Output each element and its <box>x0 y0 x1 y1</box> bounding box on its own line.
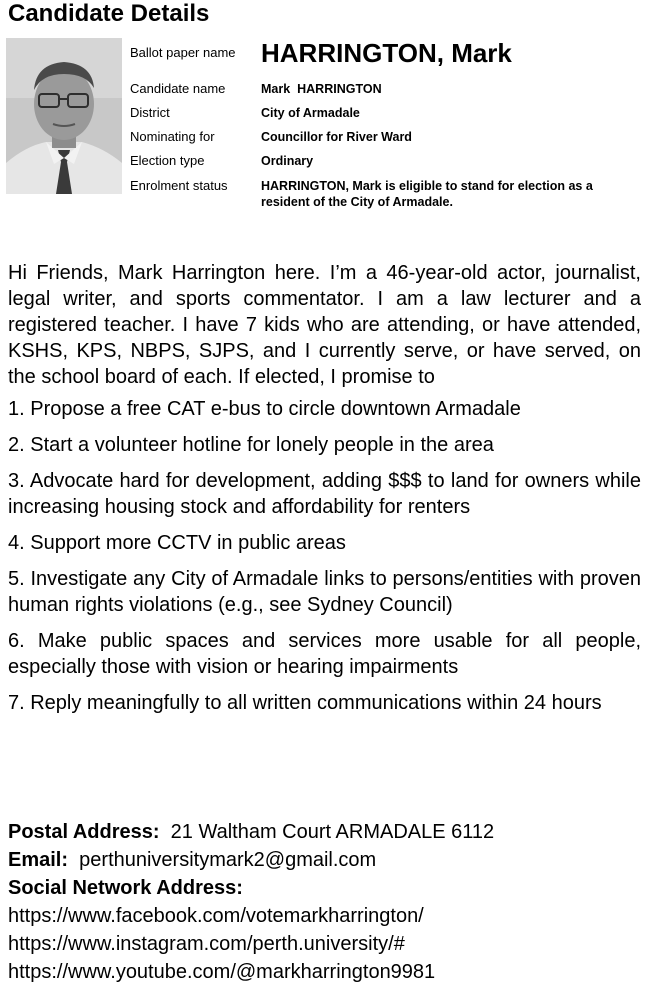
promise-item: 1. Propose a free CAT e-bus to circle downtown Armadale <box>8 398 521 420</box>
social-network-label: Social Network Address: <box>8 877 243 899</box>
contact-section <box>8 818 641 986</box>
promise-item: 3. Advocate hard for development, adding $$$ to land for owners while increasing housing stock and affordability for renters <box>8 470 641 518</box>
election-type-value: Ordinary <box>261 154 314 168</box>
postal-address-line <box>8 818 641 846</box>
email-line <box>8 846 641 874</box>
promise-item: 2. Start a volunteer hotline for lonely people in the area <box>8 434 494 456</box>
promise-item: 7. Reply meaningfully to all written communications within 24 hours <box>8 692 602 714</box>
ballot-paper-name: HARRINGTON, Mark <box>261 38 512 68</box>
detail-label: Nominating for <box>130 129 215 144</box>
promise-item: 6. Make public spaces and services more usable for all people, especially those with vision or hearing impairments <box>8 630 641 678</box>
candidate-portrait-image <box>6 38 122 194</box>
promise-list <box>8 396 641 716</box>
candidate-photo <box>6 38 122 194</box>
statement-intro: Hi Friends, Mark Harrington here. I’m a 46-year-old actor, journalist, legal writer, and sports commentator. I am a law lecturer and a registered teacher. I have 7 kids who are attending, or have attended, KSHS, KPS, NBPS, SJPS, and I currently serve, or have served, on the school board of each. If elected, I promise to <box>8 262 641 388</box>
candidate-statement <box>8 260 641 716</box>
candidate-name: Mark HARRINGTON <box>261 82 382 96</box>
detail-label: Enrolment status <box>130 178 228 193</box>
promise-item: 4. Support more CCTV in public areas <box>8 532 346 554</box>
promise-item: 5. Investigate any City of Armadale links to persons/entities with proven human rights violations (e.g., see Sydney Council) <box>8 568 641 616</box>
postal-address-value: 21 Waltham Court ARMADALE 6112 <box>170 821 495 843</box>
detail-label: Election type <box>130 153 205 168</box>
detail-label: District <box>130 105 170 120</box>
detail-label: Candidate name <box>130 81 226 96</box>
district-value: City of Armadale <box>261 106 360 120</box>
enrolment-status-value: HARRINGTON, Mark is eligible to stand for election as a resident of the City of Armadale. <box>261 179 593 209</box>
youtube-link[interactable]: https://www.youtube.com/@markharrington9981 <box>8 961 436 983</box>
email-label: Email: <box>8 849 69 871</box>
detail-label: Ballot paper name <box>130 45 236 60</box>
email-value[interactable]: perthuniversitymark2@gmail.com <box>79 849 377 871</box>
facebook-link[interactable]: https://www.facebook.com/votemarkharrington/ <box>8 905 424 927</box>
instagram-link[interactable]: https://www.instagram.com/perth.university/# <box>8 933 405 955</box>
postal-address-label: Postal Address: <box>8 821 160 843</box>
nominating-for-value: Councillor for River Ward <box>261 130 412 144</box>
page-title: Candidate Details <box>8 0 210 27</box>
